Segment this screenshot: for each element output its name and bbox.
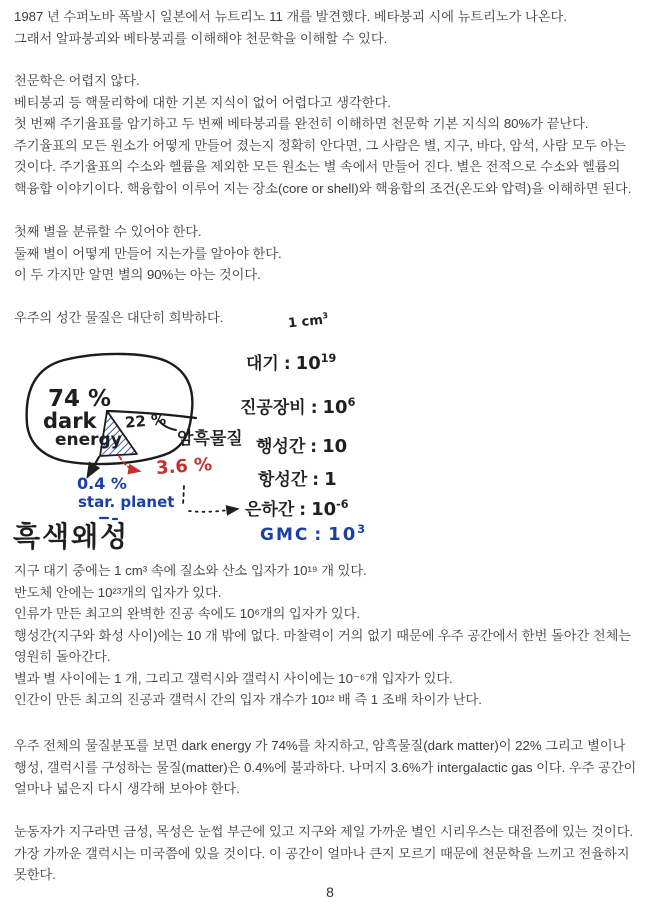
text-line: 인간이 만든 최고의 진공과 갤럭시 간의 입자 개수가 10¹² 배 즉 1 조배 차이가 난다. xyxy=(14,692,482,707)
label-intergalactic-gas-percent: 3.6 % xyxy=(155,454,213,479)
label-star-planet-percent: 0.4 % xyxy=(77,474,127,493)
density-value: $10^{-6}$ xyxy=(311,498,349,520)
text-line: 영원히 돌아간다. xyxy=(14,649,111,664)
text-line: 천문학은 어렵지 않다. xyxy=(14,73,140,88)
dotted-connector-horizontal xyxy=(189,509,237,512)
density-row-interplanetary xyxy=(256,432,347,457)
label-dark-matter-percent: 22 % xyxy=(124,410,167,432)
colon: : xyxy=(299,500,307,520)
colon: : xyxy=(312,470,320,490)
text-line: 못한다. xyxy=(14,867,56,882)
page-number: 8 xyxy=(326,884,334,900)
colon: : xyxy=(314,525,324,545)
label-dark-energy-word2: energy xyxy=(55,430,122,450)
colon: : xyxy=(310,437,318,457)
paragraph-supernova xyxy=(14,6,654,49)
density-row-atmosphere xyxy=(246,349,336,374)
text-line: 주기율표의 모든 원소가 어떻게 만들어 졌는지 정확히 안다면, 그 사람은 별, 지구, 바다, 암석, 사람 모두 아는 xyxy=(14,137,626,153)
paragraph-astronomy-basics xyxy=(14,70,654,199)
text-line: 이 두 가지만 알면 별의 90%는 아는 것이다. xyxy=(14,267,261,282)
colon: : xyxy=(310,398,318,418)
text-line: 행성, 갤럭시를 구성하는 물질(matter)은 0.4%에 불과하다. 나머지 3.6%가 intergalactic gas 이다. 우주 공간이 xyxy=(14,759,637,775)
text-line: 베티붕괴 등 핵물리학에 대한 기본 지식이 없어 어렵다고 생각한다. xyxy=(14,94,391,110)
text-line: 가장 가까운 갤럭시는 미국쯤에 있을 것이다. 이 공간이 얼마나 큰지 모르기 때문에 천문학을 느끼고 전율하지 xyxy=(14,845,630,861)
text-line: 행성간(지구와 화성 사이)에는 10 개 밖에 없다. 마찰력이 거의 없기 때문에 우주 공간에서 한번 돌아간 천체는 xyxy=(14,627,632,643)
density-value: 10 xyxy=(322,436,348,457)
text-line: 그래서 알파붕괴와 베타붕괴를 이해해야 천문학을 이해할 수 있다. xyxy=(14,30,388,46)
text-line: 인류가 만든 최고의 완벽한 진공 속에도 10⁶개의 입자가 있다. xyxy=(14,606,361,621)
text-line: 우주의 성간 물질은 대단히 희박하다. xyxy=(14,310,224,325)
density-value: $10^3$ xyxy=(328,523,367,545)
label-unit-1cm3: 1 $cm^3$ xyxy=(287,310,329,332)
text-line: 것이다. 주기율표의 수소와 헬륨을 제외한 모든 원소는 별 속에서 만들어 진다. 별은 전적으로 수소와 헬륨의 xyxy=(14,159,621,174)
density-label: 행성간 xyxy=(256,437,306,457)
paragraph-matter-distribution xyxy=(14,735,654,800)
label-dark-matter: 암흑물질 xyxy=(177,429,243,449)
paragraph-particle-density xyxy=(14,560,654,711)
density-row-gmc xyxy=(260,523,367,545)
density-label: 은하간 xyxy=(245,500,295,520)
paragraph-interstellar-matter xyxy=(14,307,654,332)
text-line: 1987 년 수퍼노바 폭발시 일본에서 뉴트리노 11 개를 발견했다. 베타붕괴 시에 뉴트리노가 나온다. xyxy=(14,9,567,24)
density-label: 항성간 xyxy=(258,470,308,490)
text-line: 둘째 별이 어떻게 만들어 지는가를 알아야 한다. xyxy=(14,245,282,261)
text-line: 첫째 별을 분류할 수 있어야 한다. xyxy=(14,224,202,239)
density-row-vacuum-equipment xyxy=(240,393,355,418)
density-value: 1 xyxy=(324,469,337,490)
text-line: 지구 대기 중에는 1 cm³ 속에 질소와 산소 입자가 10¹⁹ 개 있다. xyxy=(14,563,367,578)
colon: : xyxy=(283,354,291,374)
label-dark-energy-percent: 74 % xyxy=(48,386,112,412)
density-value: $10^6$ xyxy=(322,396,356,418)
density-label: 대기 xyxy=(246,354,279,374)
label-dark-energy-word1: dark xyxy=(43,409,97,433)
density-value: $10^{19}$ xyxy=(295,352,337,374)
density-label: 진공장비 xyxy=(240,398,306,418)
density-label: GMC xyxy=(260,525,310,545)
text-line: 별과 별 사이에는 1 개, 그리고 갤럭시와 갤럭시 사이에는 10⁻⁶개 입자가 있다. xyxy=(14,670,453,686)
density-row-interstellar xyxy=(258,465,337,490)
text-line: 우주 전체의 물질분포를 보면 dark energy 가 74%를 차지하고, 암흑물질(dark matter)이 22% 그리고 별이나 xyxy=(14,738,626,753)
text-line: 반도체 안에는 10²³개의 입자가 있다. xyxy=(14,584,222,600)
text-line: 눈동자가 지구라면 금성, 목성은 눈썹 부근에 있고 지구와 제일 가까운 별인 시리우스는 대전쯤에 있는 것이다. xyxy=(14,824,634,839)
paragraph-star-two-things xyxy=(14,221,654,286)
paragraph-scale-analogy xyxy=(14,821,654,886)
dotted-connector-vertical xyxy=(183,486,184,506)
density-row-intergalactic xyxy=(245,495,349,520)
label-star-planet: star. planet xyxy=(78,493,175,511)
label-black-dwarf: 흑색왜성 xyxy=(13,520,130,553)
text-line: 얼마나 넓은지 다시 생각해 보아야 한다. xyxy=(14,781,240,796)
text-line: 핵융합 이야기이다. 핵융합이 이루어 지는 장소(core or shell)와 핵융합의 조건(온도와 압력)을 이해하면 된다. xyxy=(14,180,632,196)
text-line: 첫 번째 주기율표를 암기하고 두 번째 베타붕괴를 완전히 이해하면 천문학 기본 지식의 80%가 끝난다. xyxy=(14,116,589,131)
